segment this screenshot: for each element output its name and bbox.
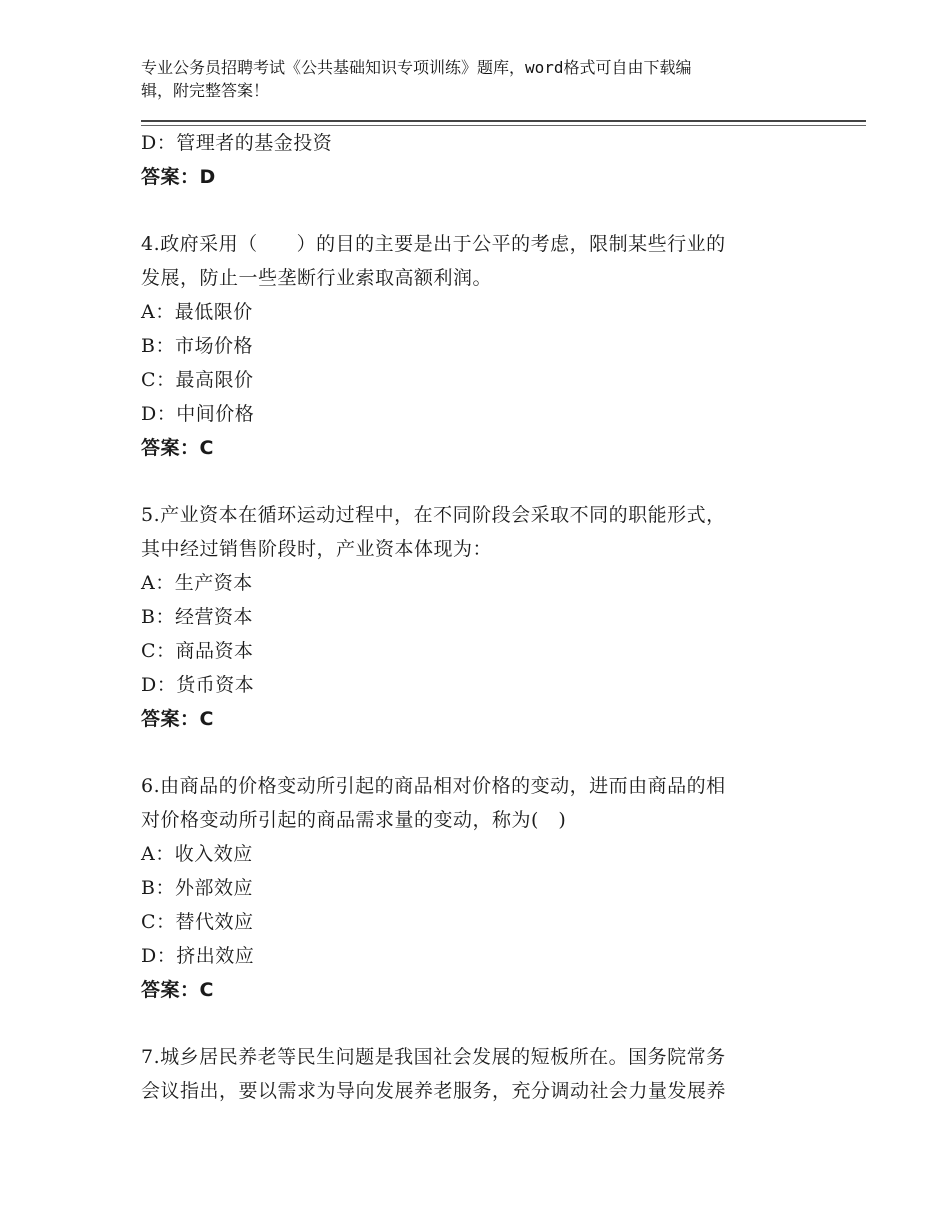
question-5 [141,498,801,736]
question-4 [141,227,801,465]
option-c: C：商品资本 [141,640,254,662]
header-rule-thick [141,120,866,122]
option-a: A：收入效应 [141,843,253,865]
question-stem-line: 发展，防止一些垄断行业索取高额利润。 [141,267,493,289]
option-d: D：货币资本 [141,674,255,696]
document-header [141,56,791,102]
question-stem-line: 7.城乡居民养老等民生问题是我国社会发展的短板所在。国务院常务 [141,1046,726,1068]
option-c: C：最高限价 [141,369,254,391]
question-stem-line: 6.由商品的价格变动所引起的商品相对价格的变动，进而由商品的相 [141,775,726,797]
answer-line: 答案：C [141,979,214,1001]
question-stem-line: 会议指出，要以需求为导向发展养老服务，充分调动社会力量发展养 [141,1080,727,1102]
answer-line: 答案：D [141,166,216,188]
previous-question-tail [141,126,801,194]
header-line-2: 辑，附完整答案！ [141,81,270,100]
option-a: A：生产资本 [141,572,253,594]
option-c: C：替代效应 [141,911,254,933]
question-stem-line: 5.产业资本在循环运动过程中，在不同阶段会采取不同的职能形式， [141,504,726,526]
option-b: B：外部效应 [141,877,253,899]
question-stem-line: 其中经过销售阶段时，产业资本体现为： [141,538,493,560]
option-b: B：市场价格 [141,335,253,357]
option-d: D：管理者的基金投资 [141,132,333,154]
question-7 [141,1040,801,1108]
question-stem-line: 4.政府采用（ ）的目的主要是出于公平的考虑，限制某些行业的 [141,233,726,255]
answer-line: 答案：C [141,437,214,459]
answer-line: 答案：C [141,708,214,730]
question-stem-line: 对价格变动所引起的商品需求量的变动，称为( ) [141,809,567,831]
question-6 [141,769,801,1007]
option-d: D：中间价格 [141,403,255,425]
option-a: A：最低限价 [141,301,253,323]
option-b: B：经营资本 [141,606,253,628]
question-list [141,126,801,1108]
header-line-1: 专业公务员招聘考试《公共基础知识专项训练》题库，word格式可自由下载编 [141,58,692,77]
option-d: D：挤出效应 [141,945,255,967]
